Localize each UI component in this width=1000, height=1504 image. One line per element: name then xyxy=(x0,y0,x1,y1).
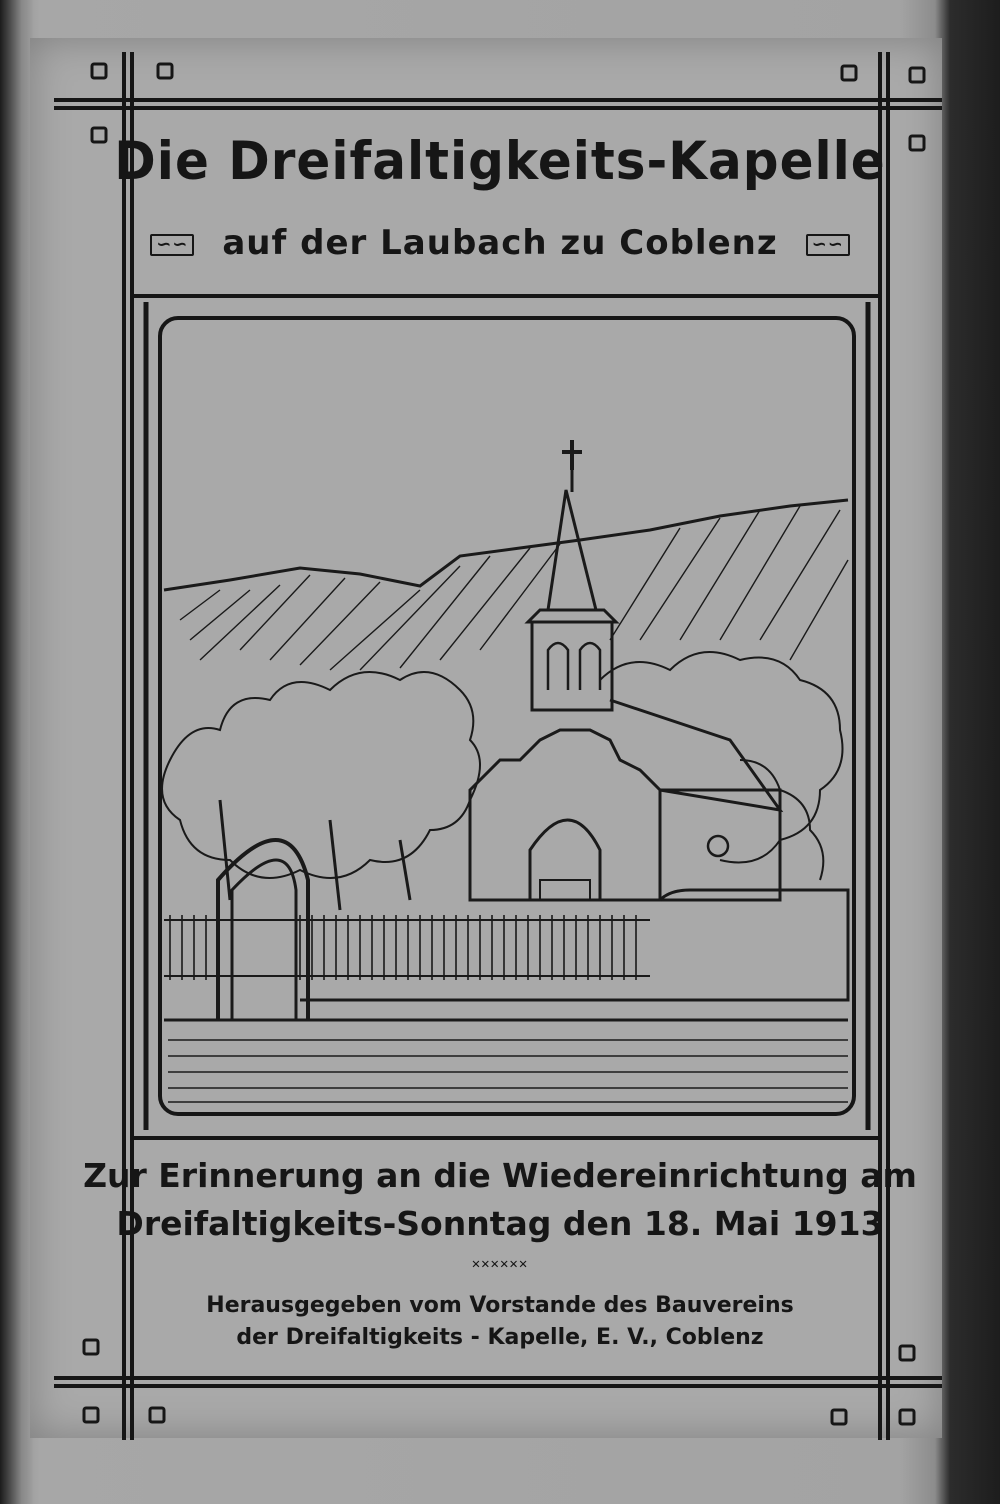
ornament-right-icon: ∽∽ xyxy=(806,234,850,256)
cover-subtitle-row xyxy=(0,223,1000,263)
decorative-divider-icon: ✕✕✕✕✕✕ xyxy=(471,1256,529,1272)
publisher-line-2: der Dreifaltigkeits - Kapelle, E. V., Coblenz xyxy=(236,1325,764,1350)
publisher-imprint xyxy=(0,1290,1000,1354)
publisher-line-1: Herausgegeben vom Vorstande des Bauvereins xyxy=(206,1293,794,1318)
caption-line-2: Dreifaltigkeits-Sonntag den 18. Mai 1913 xyxy=(116,1204,884,1243)
cover-subtitle: auf der Laubach zu Coblenz xyxy=(222,223,778,263)
commemoration-caption xyxy=(0,1152,1000,1248)
cover-title: Die Dreifaltigkeits-Kapelle xyxy=(114,130,886,192)
chapel-illustration xyxy=(162,440,848,1102)
ornament-left-icon: ∽∽ xyxy=(150,234,194,256)
caption-line-1: Zur Erinnerung an die Wiedereinrichtung am xyxy=(83,1156,917,1195)
